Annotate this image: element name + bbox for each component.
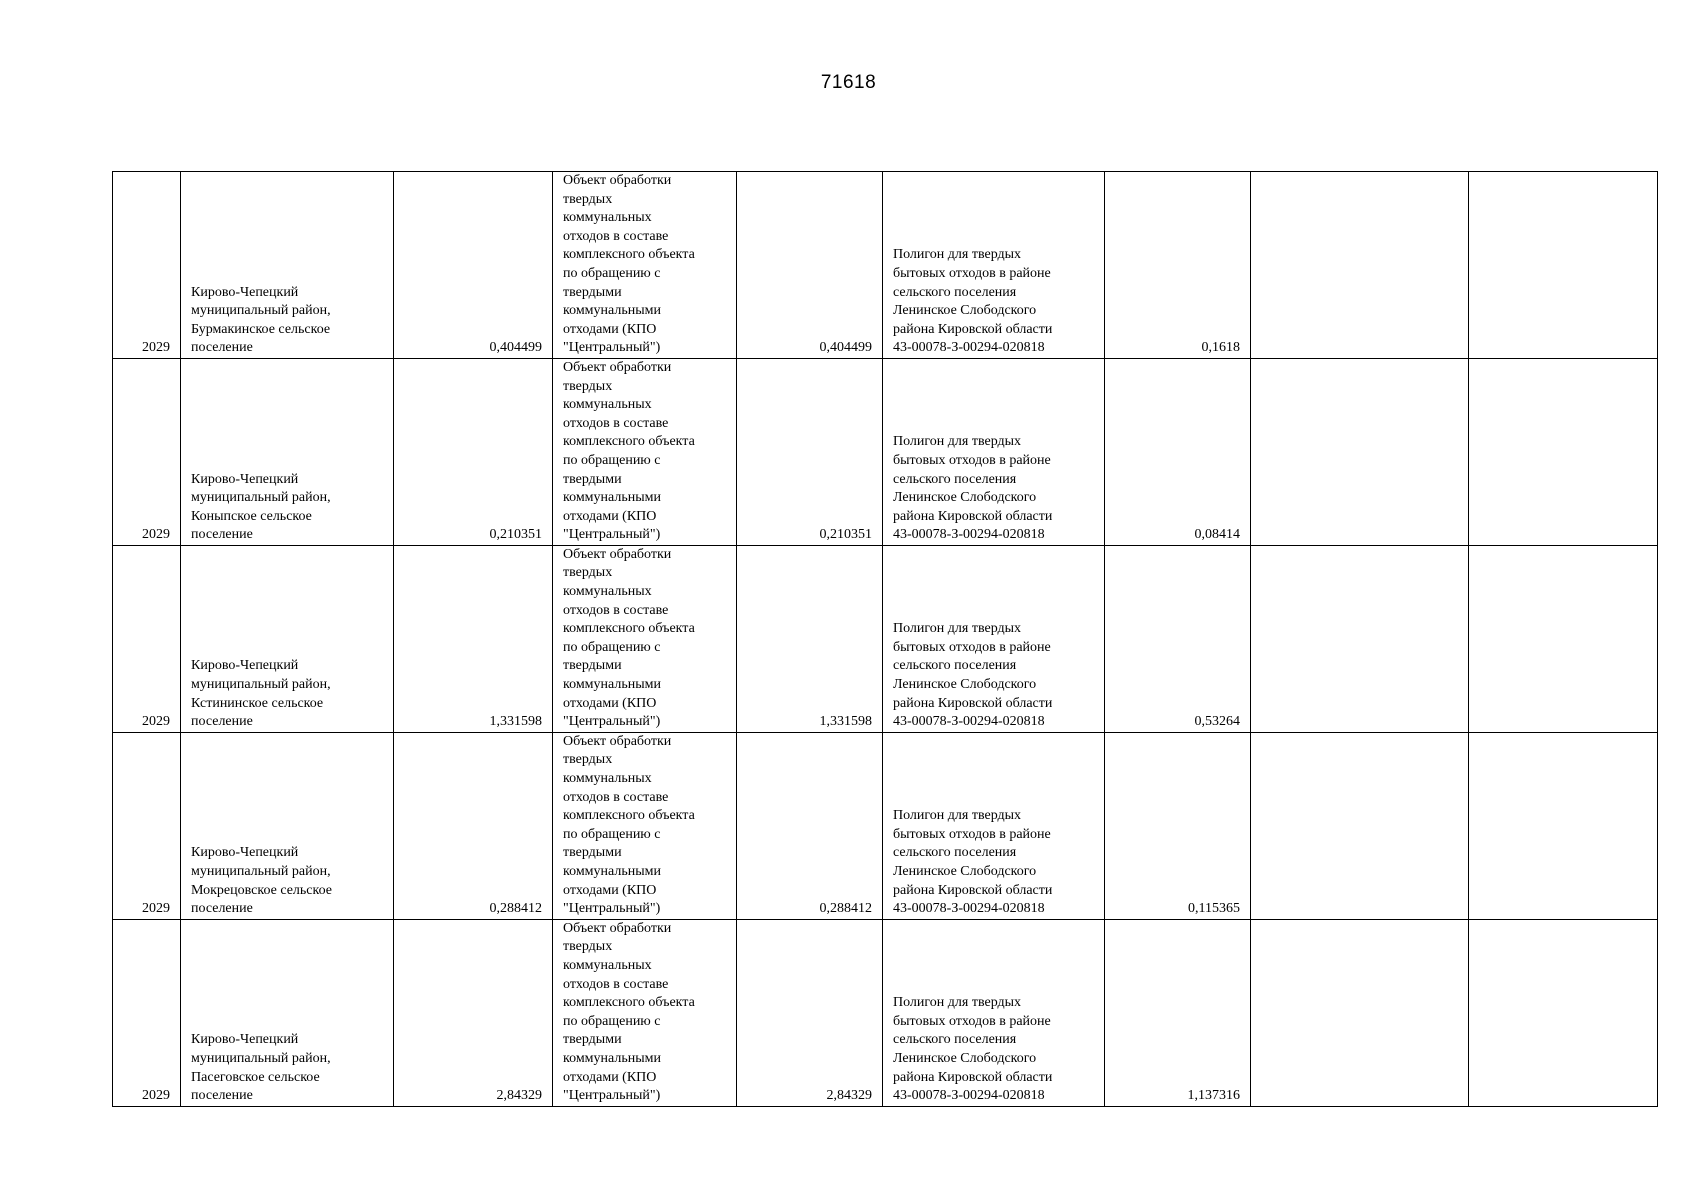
table-row: [113, 172, 1658, 359]
landfill-cell: Полигон для твердых бытовых отходов в районе сельского поселения Ленинское Слободского района Кировской области 43-00078-З-00294-020818: [883, 732, 1105, 919]
empty-cell: [1251, 358, 1469, 545]
year-cell: 2029: [113, 732, 181, 919]
landfill-cell: Полигон для твердых бытовых отходов в районе сельского поселения Ленинское Слободского района Кировской области 43-00078-З-00294-020818: [883, 545, 1105, 732]
year-cell: 2029: [113, 358, 181, 545]
table-row: [113, 545, 1658, 732]
processed-amount-cell: 2,84329: [737, 919, 883, 1106]
year-cell: 2029: [113, 545, 181, 732]
table-row: [113, 358, 1658, 545]
year-cell: 2029: [113, 919, 181, 1106]
processing-object-cell: Объект обработки твердых коммунальных отходов в составе комплексного объекта по обращению с твердыми коммунальными отходами (КПО "Центральный"): [553, 732, 737, 919]
municipality-cell: Кирово-Чепецкий муниципальный район, Мокрецовское сельское поселение: [181, 732, 394, 919]
processing-object-cell: Объект обработки твердых коммунальных отходов в составе комплексного объекта по обращению с твердыми коммунальными отходами (КПО "Центральный"): [553, 172, 737, 359]
amount-cell: 0,404499: [394, 172, 553, 359]
landfill-cell: Полигон для твердых бытовых отходов в районе сельского поселения Ленинское Слободского района Кировской области 43-00078-З-00294-020818: [883, 172, 1105, 359]
processed-amount-cell: 0,288412: [737, 732, 883, 919]
empty-cell: [1251, 172, 1469, 359]
amount-cell: 0,210351: [394, 358, 553, 545]
processing-object-cell: Объект обработки твердых коммунальных отходов в составе комплексного объекта по обращению с твердыми коммунальными отходами (КПО "Центральный"): [553, 919, 737, 1106]
amount-cell: 2,84329: [394, 919, 553, 1106]
municipality-cell: Кирово-Чепецкий муниципальный район, Бурмакинское сельское поселение: [181, 172, 394, 359]
municipality-cell: Кирово-Чепецкий муниципальный район, Пасеговское сельское поселение: [181, 919, 394, 1106]
table-row: [113, 919, 1658, 1106]
processing-object-cell: Объект обработки твердых коммунальных отходов в составе комплексного объекта по обращению с твердыми коммунальными отходами (КПО "Центральный"): [553, 358, 737, 545]
empty-cell: [1469, 732, 1658, 919]
disposed-amount-cell: 0,53264: [1105, 545, 1251, 732]
empty-cell: [1251, 919, 1469, 1106]
landfill-cell: Полигон для твердых бытовых отходов в районе сельского поселения Ленинское Слободского района Кировской области 43-00078-З-00294-020818: [883, 919, 1105, 1106]
empty-cell: [1251, 732, 1469, 919]
empty-cell: [1469, 545, 1658, 732]
table-row: [113, 732, 1658, 919]
empty-cell: [1469, 919, 1658, 1106]
municipality-cell: Кирово-Чепецкий муниципальный район, Кстининское сельское поселение: [181, 545, 394, 732]
waste-flow-table: [112, 171, 1658, 1107]
disposed-amount-cell: 0,08414: [1105, 358, 1251, 545]
landfill-cell: Полигон для твердых бытовых отходов в районе сельского поселения Ленинское Слободского района Кировской области 43-00078-З-00294-020818: [883, 358, 1105, 545]
amount-cell: 1,331598: [394, 545, 553, 732]
page-number: 71618: [820, 72, 877, 93]
amount-cell: 0,288412: [394, 732, 553, 919]
empty-cell: [1469, 172, 1658, 359]
disposed-amount-cell: 0,1618: [1105, 172, 1251, 359]
year-cell: 2029: [113, 172, 181, 359]
empty-cell: [1469, 358, 1658, 545]
processing-object-cell: Объект обработки твердых коммунальных отходов в составе комплексного объекта по обращению с твердыми коммунальными отходами (КПО "Центральный"): [553, 545, 737, 732]
disposed-amount-cell: 1,137316: [1105, 919, 1251, 1106]
processed-amount-cell: 0,404499: [737, 172, 883, 359]
processed-amount-cell: 0,210351: [737, 358, 883, 545]
empty-cell: [1251, 545, 1469, 732]
disposed-amount-cell: 0,115365: [1105, 732, 1251, 919]
municipality-cell: Кирово-Чепецкий муниципальный район, Коныпское сельское поселение: [181, 358, 394, 545]
processed-amount-cell: 1,331598: [737, 545, 883, 732]
